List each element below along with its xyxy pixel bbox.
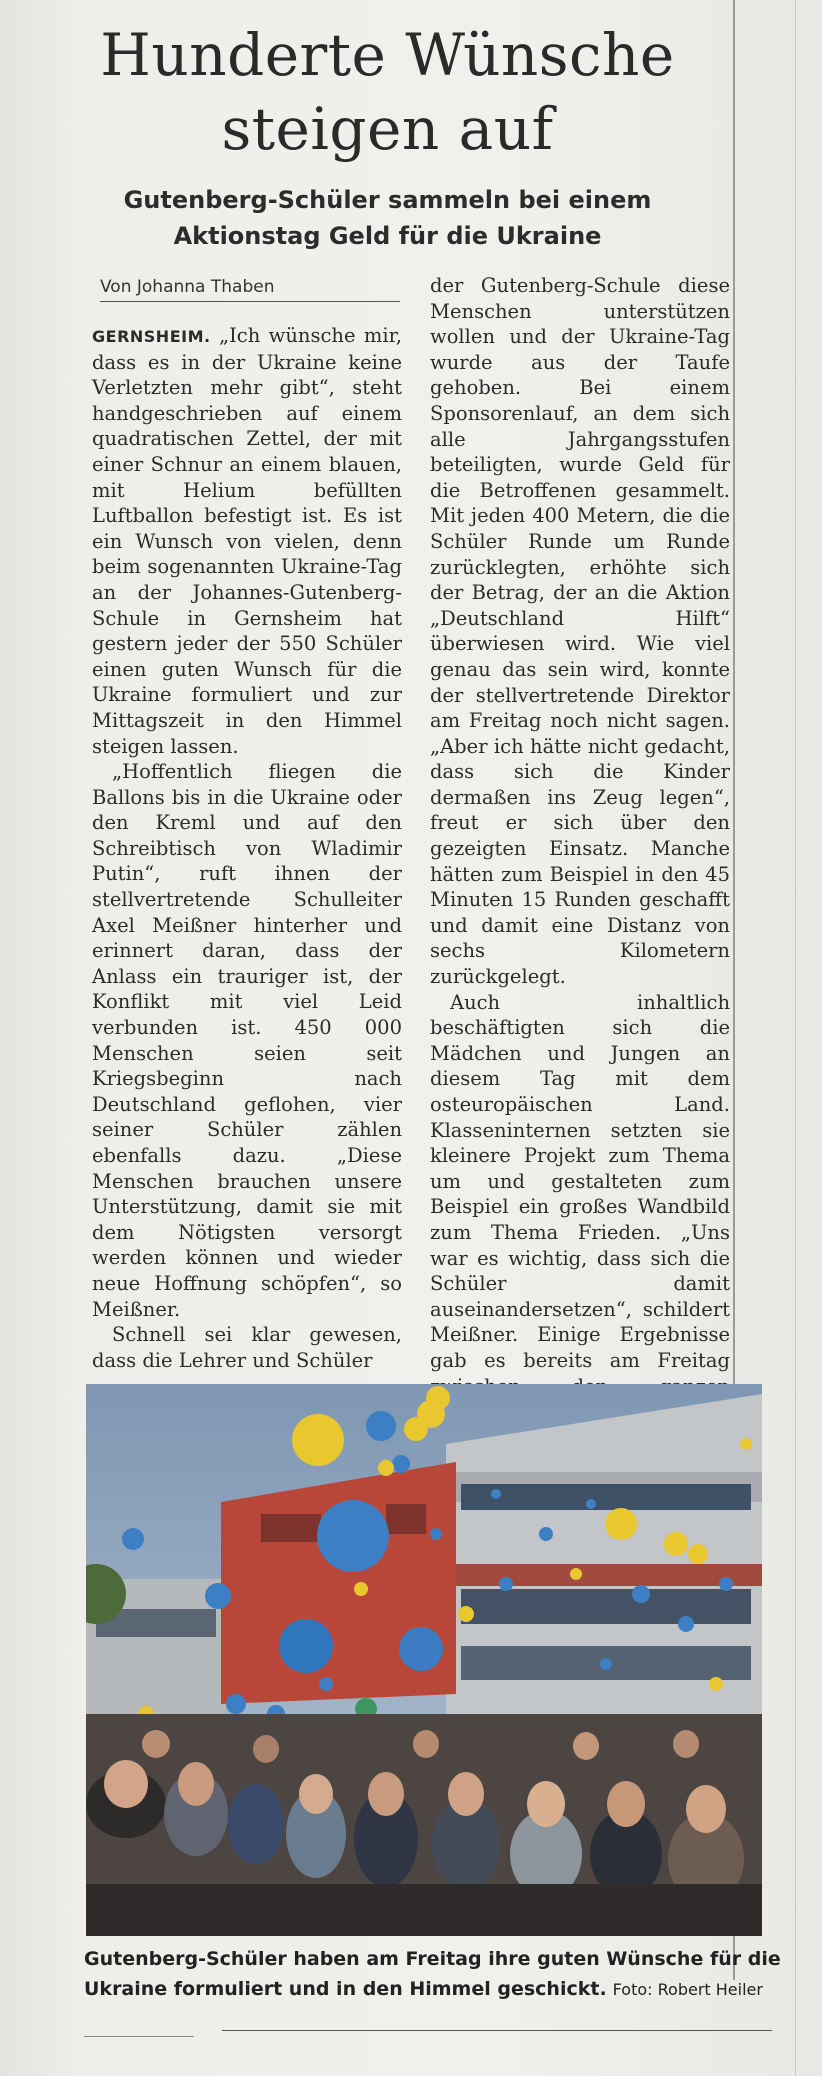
window [261, 1514, 321, 1542]
window-row [461, 1484, 751, 1510]
window-row [461, 1589, 751, 1624]
article-photo [86, 1384, 762, 1936]
paragraph-text: „Ich wünsche mir, dass es in der Ukraine keine Verletzten mehr gibt“, steht handgeschrieben auf einem quadratischen Zettel, der mit einer Schnur an einem blauen, mit Helium befüllten Luftballon befestigt ist. Es ist ein Wunsch von vielen, denn beim sogenannten Ukraine-Tag an der Johannes-Gutenberg-Schule in Gernsheim hat gestern jeder der 550 Schüler einen guten Wunsch für die Ukraine formuliert und zur Mittagszeit in den Himmel steigen lassen. [92, 324, 403, 758]
article-column-1 [92, 323, 402, 1373]
dateline: GERNSHEIM. [92, 327, 211, 346]
paragraph: Schnell sei klar gewesen, dass die Lehrer und Schüler [92, 1323, 402, 1372]
window [386, 1504, 426, 1534]
paragraph [92, 323, 402, 759]
paragraph: „Hoffentlich fliegen die Ballons bis in die Ukraine oder den Kreml und auf den Schreibtisch von Wladimir Putin“, ruft ihnen der stellvertretende Schulleiter Axel Meißner hinterher und erinnert daran, dass der Anlass ein trauriger ist, der Konflikt mit viel Leid verbunden ist. 450 000 Menschen seien seit Kriegsbeginn nach Deutschland geflohen, vier seiner Schüler zählen ebenfalls dazu. „Diese Menschen brauchen unsere Unterstützung, damit sie mit dem Nötigsten versorgt werden können und wieder neue Hoffnung schöpfen“, so Meißner. [92, 760, 402, 1321]
article-byline: Von Johanna Thaben [100, 277, 400, 302]
caption-text: Gutenberg-Schüler haben am Freitag ihre guten Wünsche für die Ukraine formuliert und in den Himmel geschickt. [84, 1948, 781, 2000]
page-edge-rule [795, 0, 796, 2076]
balloon-launch-photo [86, 1384, 762, 1936]
paragraph: der Gutenberg-Schule diese Menschen unterstützen wollen und der Ukraine-Tag wurde aus der Taufe gehoben. Bei einem Sponsorenlauf, an dem sich alle Jahrgangsstufen beteiligten, wurde Geld für die Betroffenen gesammelt. Mit jeden 400 Metern, die die Schüler Runde um Runde zurücklegten, erhöhte sich der Betrag, der an die Aktion „Deutschland Hilft“ überwiesen wird. Wie viel genau das sein wird, konnte der stellvertretende Direktor am Freitag noch nicht sagen. „Aber ich hätte nicht gedacht, dass sich die Kinder dermaßen ins Zeug legen“, freut er sich über den gezeigten Einsatz. Manche hätten zum Beispiel in den 45 Minuten 15 Runden geschafft und damit eine Distanz von sechs Kilometern zurückgelegt. [430, 274, 730, 989]
article-headline: Hunderte Wünsche steigen auf [100, 21, 675, 163]
bottom-rule-short [84, 2036, 194, 2037]
bottom-rule [222, 2030, 772, 2031]
photo-caption [84, 1944, 784, 2005]
crowd [86, 1714, 762, 1936]
photo-credit: Foto: Robert Heiler [612, 1980, 763, 1999]
paragraph: Auch inhaltlich beschäftigten sich die Mädchen und Jungen an diesem Tag mit dem osteuropäischen Land. Klasseninternen setzten sie kleinere Projekt zum Thema um und gestalteten zum Beispiel ein großes Wandbild zum Thema Frieden. „Uns war es wichtig, dass sich die Schüler damit auseinandersetzen“, schildert Meißner. Einige Ergebnisse gab es bereits am Freitag [430, 990, 730, 1372]
article-subheadline: Gutenberg-Schüler sammeln bei einem Aktionstag Geld für die Ukraine [123, 186, 652, 250]
article-column-2 [430, 273, 730, 1425]
building-stripe [446, 1564, 762, 1586]
